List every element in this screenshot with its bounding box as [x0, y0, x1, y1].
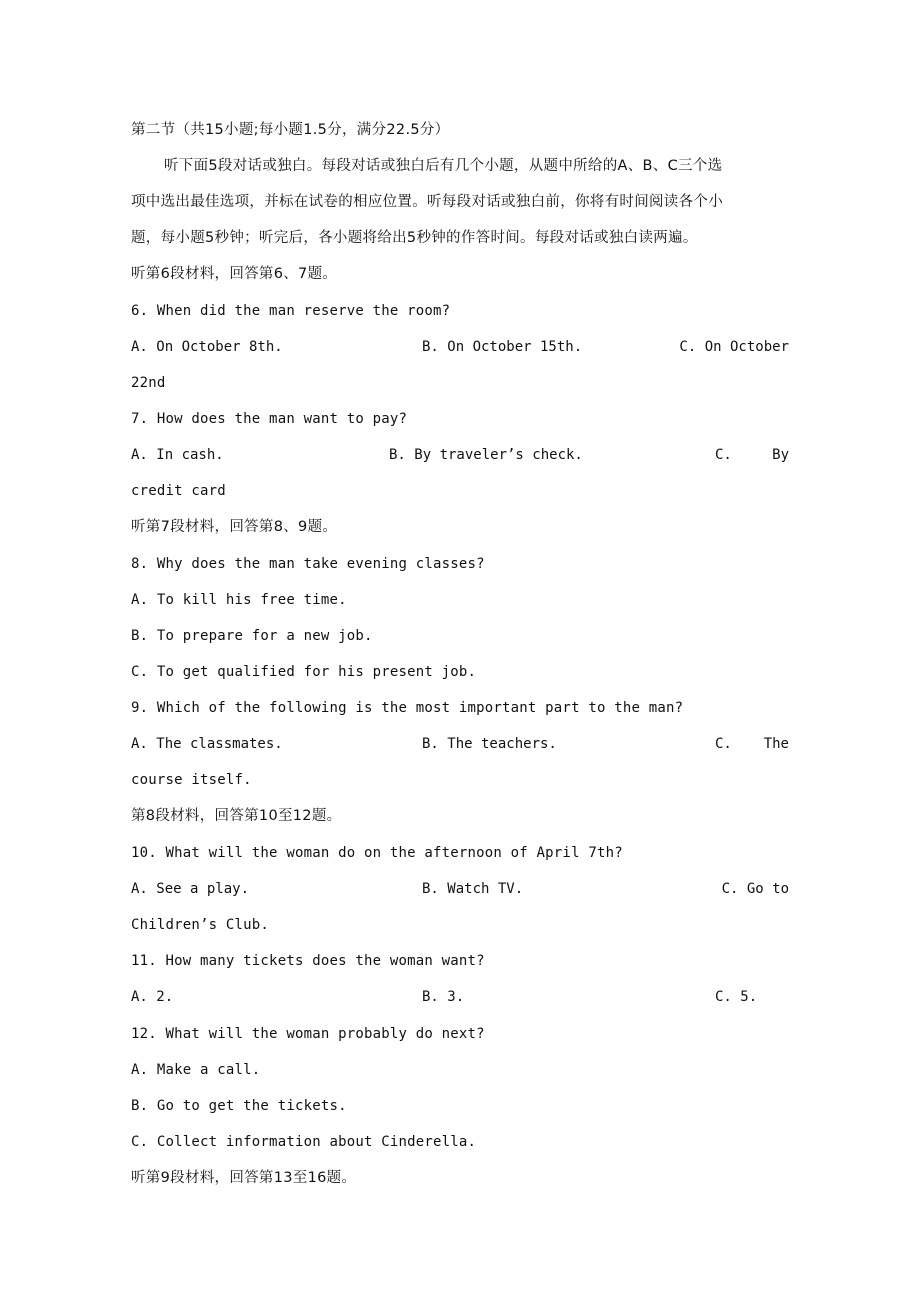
question-10-option-b: B. Watch TV. [422, 881, 524, 897]
question-8-option-c: C. To get qualified for his present job. [131, 664, 477, 680]
question-7-option-c: By [772, 447, 789, 463]
question-7-options [131, 445, 789, 465]
question-12-option-b: B. Go to get the tickets. [131, 1098, 347, 1114]
instructions-line-2: 项中选出最佳选项，并标在试卷的相应位置。听每段对话或独白前，你将有时间阅读各个小 [131, 194, 723, 210]
question-11-options [131, 987, 789, 1007]
question-10-options [131, 879, 789, 899]
question-7-option-b: B. By traveler’s check. [389, 447, 583, 463]
question-9-option-b: B. The teachers. [422, 736, 557, 752]
question-6-option-c: C. On October [679, 339, 789, 355]
question-11-option-c: C. 5. [715, 989, 758, 1005]
instructions-line-3: 题，每小题5秒钟；听完后，各小题将给出5秒钟的作答时间。每段对话或独白读两遍。 [131, 230, 698, 246]
question-11-option-a: A. 2. [131, 989, 174, 1005]
section-header: 第二节（共15小题;每小题1.5分，满分22.5分） [131, 122, 450, 138]
question-10-option-c: C. Go to [721, 881, 789, 897]
group-title-6-7: 听第6段材料，回答第6、7题。 [131, 266, 338, 282]
question-7-option-c-label: C. [715, 447, 732, 463]
group-title-10-12: 第8段材料，回答第10至12题。 [131, 808, 342, 824]
group-title-13-16: 听第9段材料，回答第13至16题。 [131, 1170, 357, 1186]
question-6-stem: 6. When did the man reserve the room? [131, 303, 451, 319]
question-6-options [131, 337, 789, 357]
question-12-option-a: A. Make a call. [131, 1062, 261, 1078]
question-9-options [131, 734, 789, 754]
question-7-option-a: A. In cash. [131, 447, 224, 463]
question-7-option-c-wrap: credit card [131, 483, 226, 499]
question-7-stem: 7. How does the man want to pay? [131, 411, 408, 427]
question-6-option-c-wrap: 22nd [131, 375, 166, 391]
question-6-option-a: A. On October 8th. [131, 339, 283, 355]
question-10-option-c-wrap: Children’s Club. [131, 917, 270, 933]
question-6-option-b: B. On October 15th. [422, 339, 583, 355]
question-11-stem: 11. How many tickets does the woman want? [131, 953, 485, 969]
question-8-option-b: B. To prepare for a new job. [131, 628, 373, 644]
question-11-option-b: B. 3. [422, 989, 465, 1005]
question-8-stem: 8. Why does the man take evening classes? [131, 556, 485, 572]
question-12-option-c: C. Collect information about Cinderella. [131, 1134, 477, 1150]
question-10-option-a: A. See a play. [131, 881, 250, 897]
question-9-option-c-wrap: course itself. [131, 772, 252, 788]
question-9-option-c: The [763, 736, 789, 752]
question-8-option-a: A. To kill his free time. [131, 592, 347, 608]
instructions-line-1: 听下面5段对话或独白。每段对话或独白后有几个小题，从题中所给的A、B、C三个选 [164, 158, 723, 174]
question-10-stem: 10. What will the woman do on the afternoon of April 7th? [131, 845, 623, 861]
question-9-option-a: A. The classmates. [131, 736, 283, 752]
question-9-stem: 9. Which of the following is the most important part to the man? [131, 700, 684, 716]
group-title-8-9: 听第7段材料，回答第8、9题。 [131, 519, 338, 535]
question-9-option-c-label: C. [715, 736, 732, 752]
question-12-stem: 12. What will the woman probably do next? [131, 1026, 485, 1042]
